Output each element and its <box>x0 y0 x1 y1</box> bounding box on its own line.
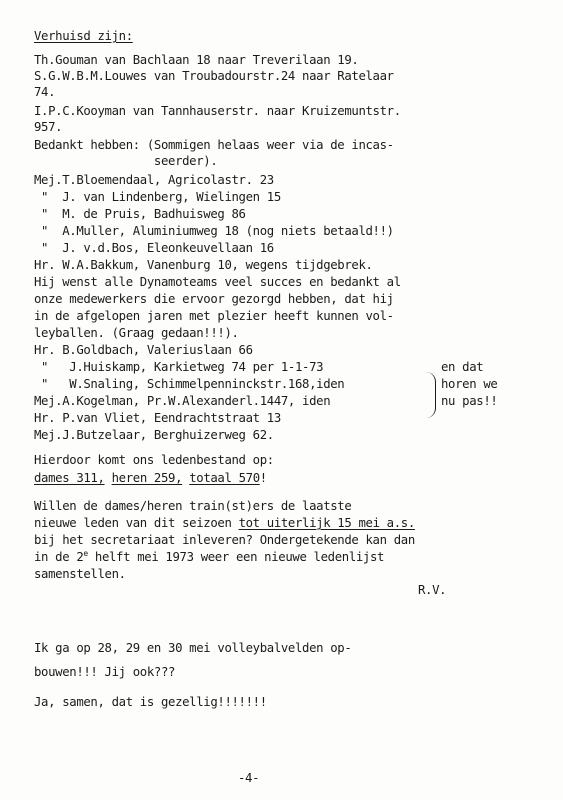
member-line: Mej.T.Bloemendaal, Agricolastr. 23 <box>34 173 274 187</box>
totals-dames: dames 311, <box>34 471 105 485</box>
side-note-line: en dat <box>441 360 484 374</box>
bakkum-paragraph-line: leyballen. (Graag gedaan!!!). <box>34 326 239 340</box>
totals-intro: Hierdoor komt ons ledenbestand op: <box>34 453 274 467</box>
member-line: " J. van Lindenberg, Wielingen 15 <box>34 190 281 204</box>
member-line: " A.Muller, Aluminiumweg 18 (nog niets betaald!!) <box>34 224 394 238</box>
deadline-text: tot uiterlijk 15 mei a.s. <box>238 516 415 530</box>
member-line: Hr. W.A.Bakkum, Vanenburg 10, wegens tijdgebrek. <box>34 258 373 272</box>
member-line: " W.Snaling, Schimmelpenninckstr.168,iden <box>34 377 345 391</box>
totals-totaal: totaal 570 <box>189 471 260 485</box>
request-text: helft mei 1973 weer een nieuwe ledenlijst <box>87 550 385 564</box>
request-text: in de 2 <box>34 550 84 564</box>
member-line: Hr. B.Goldbach, Valeriuslaan 66 <box>34 343 253 357</box>
moved-line: Th.Gouman van Bachlaan 18 naar Treverilaan 19. <box>34 53 359 67</box>
totals-heren: heren 259, <box>111 471 183 485</box>
request-line <box>34 549 384 565</box>
side-note-line: horen we <box>441 377 498 391</box>
bakkum-paragraph-line: Hij wenst alle Dynamoteams veel succes en bedankt al <box>34 275 401 289</box>
moved-line: I.P.C.Kooyman van Tannhauserstr. naar Kruizemuntstr. <box>34 104 401 118</box>
moved-line: 957. <box>34 120 63 134</box>
member-line: Mej.J.Butzelaar, Berghuizerweg 62. <box>34 428 274 442</box>
member-line: Hr. P.van Vliet, Eendrachtstraat 13 <box>34 411 281 425</box>
member-line: " M. de Pruis, Badhuisweg 86 <box>34 207 246 221</box>
bakkum-paragraph-line: onze medewerkers die ervoor gezorgd hebben, dat hij <box>34 292 394 306</box>
member-line: Mej.A.Kogelman, Pr.W.Alexanderl.1447, iden <box>34 394 331 408</box>
moved-line: S.G.W.B.M.Louwes van Troubadourstr.24 naar Ratelaar <box>34 69 394 83</box>
request-text: nieuwe leden van dit seizoen <box>34 516 239 530</box>
member-line: " J.Huiskamp, Karkietweg 74 per 1-1-73 <box>34 360 324 374</box>
totals-end: ! <box>259 471 267 485</box>
closing-line: Ik ga op 28, 29 en 30 mei volleybalvelden op- <box>34 641 352 655</box>
request-line <box>34 515 415 531</box>
thanks-intro-line: seerder). <box>34 154 218 168</box>
thanks-intro-line: Bedankt hebben: (Sommigen helaas weer via de incas- <box>34 138 394 152</box>
bakkum-paragraph-line: in de afgelopen jaren met plezier heeft kunnen vol- <box>34 309 394 323</box>
closing-line: Ja, samen, dat is gezellig!!!!!!! <box>34 695 267 709</box>
superscript-e: e <box>83 548 88 558</box>
request-line: samenstellen. <box>34 567 126 581</box>
closing-line: bouwen!!! Jij ook??? <box>34 665 176 679</box>
request-line: bij het secretariaat inleveren? Ondergetekende kan dan <box>34 533 415 547</box>
heading-moved: Verhuisd zijn: <box>34 29 133 43</box>
side-note-line: nu pas!! <box>441 394 498 408</box>
totals-line <box>34 470 267 486</box>
side-note-brace <box>425 372 436 418</box>
moved-line: 74. <box>34 85 56 99</box>
page-number: -4- <box>238 771 260 785</box>
signature-initials: R.V. <box>418 583 447 597</box>
request-line: Willen de dames/heren train(st)ers de laatste <box>34 499 352 513</box>
member-line: " J. v.d.Bos, Eleonkeuvellaan 16 <box>34 241 274 255</box>
